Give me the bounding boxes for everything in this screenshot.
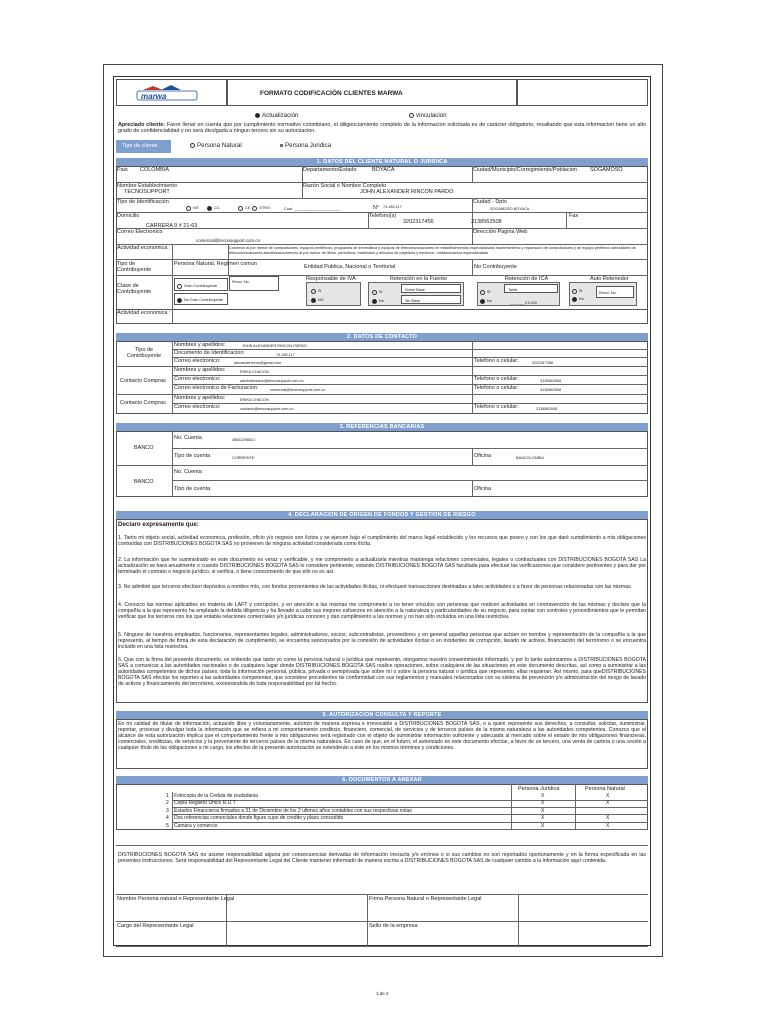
section2-header: 2. DATOS DE CONTACTO xyxy=(116,333,648,341)
no-cuenta-label-2: No. Cuenta xyxy=(174,469,202,475)
correo-label-2: Correo electronico: xyxy=(174,376,221,382)
oficina-value-1[interactable]: BANCOLOMBIA xyxy=(516,456,544,460)
correo-facturacion-value[interactable]: comercial@tecnosupport.com.co xyxy=(270,388,326,392)
telefono-2-contact-value[interactable]: 3138562508 xyxy=(540,379,562,383)
persona-natural-label: Persona Natural xyxy=(197,142,242,150)
tipo-cuenta-label-2: Tipo de cuenta xyxy=(174,486,211,492)
telefono-3-contact-value[interactable]: 3138562508 xyxy=(540,388,562,392)
iva-no-option[interactable]: NO xyxy=(311,297,324,303)
section1-header: 1. DATOS DEL CLIENTE NATURAL O JURIDICA xyxy=(116,158,648,166)
iva-si-option[interactable]: Si xyxy=(311,288,321,294)
telefono-label-1: Telefono o celular: xyxy=(474,358,519,364)
actividad-label: Actividad economica : xyxy=(117,245,171,251)
doc-natural-mark[interactable]: X xyxy=(606,800,610,807)
no-cuenta-value-1[interactable]: 35652298521 xyxy=(232,438,256,442)
documento-label: Documento de Identificacion: xyxy=(174,350,245,356)
nombre-1-value[interactable]: JOHN ALEXANDER RINCON PARDO xyxy=(242,344,307,348)
nombres-label-2: Nombres y apellidos: xyxy=(174,367,226,373)
ret-fuente-no-option[interactable]: No xyxy=(372,298,384,304)
retencion-fuente-label: Retención en la Fuente xyxy=(390,276,447,282)
correo-facturacion-label: Correo electronico de Facturacion: xyxy=(174,385,259,391)
header-empty-box xyxy=(517,79,648,106)
ciudad-dpto-value[interactable]: SOGAMOSO BOYACA xyxy=(490,207,530,211)
sin-base-label: Sin Base xyxy=(405,299,421,303)
nombres-label-3: Nombres y apellidos: xyxy=(174,395,226,401)
autorizacion-text: En mi calidad de titular de información, actuando libre y voluntariamente, autorizo de manera expresa e irrevocable a DISTRIBUCIONES BOGOTA SAS, o a quien represente sus derechos, a consultar, solicitar, suministrar, reportar, procesar y divulgar toda la información que se refiera a mi comportamiento crediticio, financiero, comercial, de servicios y de terceros países de la misma naturaleza a las autoridades competentes. Conozco que el alcance de esta autorización implica que el comportamiento frente a mis obligaciones será registrado con el objeto de suministrar información suficiente y adecuada al mercado sobre el estado de mis obligaciones financieras, comerciales, crediticias, de servicios y la proveniente de terceros países de la misma naturaleza. En caso de que, en el futuro, el autorizado en este documento efectúe, a favor de un tercero, una venta de cartera o una cesión a cualquier título de las obligaciones a mi cargo, los efectos de la presente autorización se extenderán a éste en los mismos términos y condiciones. xyxy=(118,721,646,751)
title-box xyxy=(227,79,517,106)
pais-value[interactable]: COLOMBIA xyxy=(140,167,170,173)
doc-name: Fotocopia de la Cedula de ciudadania xyxy=(174,793,258,799)
doc-number: 2 xyxy=(166,800,169,807)
actualizacion-label: Actualización xyxy=(262,112,299,120)
section5-header: 5. AUTORIZACION CONSULTA Y REPORTE xyxy=(116,711,648,719)
doc-name: Dos referencias comerciales donde figure cupo de credito y plazo concedido xyxy=(174,815,344,822)
persona-juridica-radio[interactable] xyxy=(280,144,283,147)
nombre-3-value[interactable]: ERIKA CHACON xyxy=(240,398,269,402)
contacto-compras-label-2: Contacto Compras xyxy=(120,400,166,406)
contacto-compras-label-1: Contacto Compras xyxy=(120,378,166,384)
doc-number: 1 xyxy=(166,793,169,799)
persona-juridica-label: Persona Juridica xyxy=(285,142,332,149)
tipo-cliente-label: Tipo de cliente xyxy=(122,143,158,149)
fax-label: Fax xyxy=(569,213,579,219)
correo-label: Correo Electronico xyxy=(117,229,163,235)
apreciado-paragraph xyxy=(118,122,646,134)
web-label: Dirección Pagina Web xyxy=(473,229,528,235)
nombre-establecimiento-value[interactable]: TECNOSUPPORT xyxy=(124,189,170,195)
no-gran-contribuyente-option[interactable]: No Gran Contribuyente xyxy=(177,297,223,303)
oficina-label-1: Oficina xyxy=(474,453,492,459)
nombre-representante-label: Nombre Persona natural o Representante Legal xyxy=(117,896,235,902)
disclaimer-note: DISTRIBUCIONES BOGOTA SAS no asume responsabilidad alguna por consecuencias derivadas de información inexacta y/o errónea o si sus cambios no son reportados oportunamente y en la forma especificada en las presentes instrucciones. Será responsabilidad del Representante Legal del Cliente mantener informado de manera escrita a DISTRIBUCIONES BOGOTA SAS de cualquier cambio a la información aquí contenida. xyxy=(118,852,646,864)
telefono-1-value[interactable]: 3202317456 xyxy=(403,219,434,225)
auto-ret-no-option[interactable]: No xyxy=(572,296,584,302)
doc-juridica-mark[interactable]: X xyxy=(541,815,545,822)
tipo-cuenta-value-1[interactable]: CORRIENTE xyxy=(232,456,255,460)
page-number: 1 de 2 xyxy=(376,991,389,996)
sobre-base-label: Sobre Base xyxy=(405,288,425,292)
col-persona-natural: Persona Natural xyxy=(585,786,625,792)
actualizacion-option[interactable] xyxy=(255,113,298,119)
correo-3-value[interactable]: contacto@tecnosupport.com.co xyxy=(240,407,294,411)
declaracion-p1: 1. Tanto mi objeto social, actividad economica, profesión, oficio y/o negocio son lícitos y se ejercen bajo el cumplimiento del marco legal establecido y los recursos que poseo y con los que daré cumplimiento a mis obligaciones contraídas con DISTRIBUCIONES BOGOTA SAS no provienen de ninguna actividad considerada como ilícita. xyxy=(118,535,646,547)
ciudad-label: Ciudad/Municipio/Corregimiento/Poblacion xyxy=(473,167,577,173)
nombre-2-value[interactable]: ERIKA CHACON xyxy=(240,370,269,374)
pais-label: Pais xyxy=(117,167,128,173)
no-contribuyente-label: No Contribuyente xyxy=(474,264,517,270)
ret-fuente-si-option[interactable]: Si xyxy=(372,289,382,295)
banco-label-1: BANCO xyxy=(134,445,154,451)
responsable-iva-label: Responsable de IVA xyxy=(306,276,356,282)
section6-header: 6. DOCUMENTOS A ANEXAR xyxy=(116,776,648,784)
vinculacion-label: vinculacion xyxy=(416,112,447,120)
id-opt-cc[interactable]: CC xyxy=(207,205,219,211)
numero-label: N° xyxy=(373,205,380,211)
logo-text: marwa xyxy=(141,92,167,101)
oficina-label-2: Oficina xyxy=(474,486,492,492)
correo-label-3: Correo electronico: xyxy=(174,404,221,410)
doc-number: 5 xyxy=(166,822,169,829)
ciudad-value[interactable]: SOGAMOSO xyxy=(590,167,623,173)
doc-name: Estados Financieros firmados a 31 de Diciembre de los 2 ultimos años contables con sus respectivas notas xyxy=(174,807,412,814)
resol-label-1: Resol. No. xyxy=(232,280,250,284)
actividad-value[interactable]: Comercio al por menor de computadores, equipos periféricos, programas de informática y equipos de telecomunicaciones en establecimientos especializados mantenimiento y reparacion de computadores y de equipo periferico actividades de telecomunicaciones alambricas/comercio al por menor de libros, periodicos, materiales y articulos de papeleria y escritorio, metalmecanica especializadas xyxy=(229,246,636,255)
domicilio-label: Domicilio xyxy=(117,213,140,219)
persona-natural-radio[interactable] xyxy=(190,143,195,148)
doc-number: 3 xyxy=(166,807,169,814)
correo-label-1: Correo electronico: xyxy=(174,358,221,364)
tarifa-label: Tarifa xyxy=(508,288,518,292)
entidad-publica-label: Entidad Publica, Nacional o Territorial xyxy=(304,264,396,270)
firma-representante-label: Firma Persona Natural o Representante Legal xyxy=(369,896,482,902)
telefono-4-contact-value[interactable]: 3138562508 xyxy=(536,407,558,411)
id-opt-ce[interactable]: CE xyxy=(238,205,250,211)
declaracion-p5: 5. Ninguno de nuestros empleados, funcionarios, representantes legales, administradores, socios, subcontratistas, proveedores y en general aquellas personas que actúen en nombre y representación de la compañía a la que represento, al tiempo de firma de esta declaración de cumplimiento, se encuentra sancionados por la comisión de actividades ilícitas o en incidentes de corrupción, lavado de activos, financiación del terrorismo o se encuentra incluido en una lista restrictiva. xyxy=(118,632,646,650)
banco-label-2: BANCO xyxy=(134,479,154,485)
domicilio-value[interactable]: CARRERA 9 # 21-63 xyxy=(146,223,198,229)
sello-empresa-label: Sello de la empresa xyxy=(369,923,418,929)
doc-natural-mark[interactable]: X xyxy=(606,815,610,822)
doc-name: Camara y comercio xyxy=(174,822,218,829)
cual-field[interactable]: Cual: ______________________ xyxy=(284,207,341,211)
doc-juridica-mark[interactable]: X xyxy=(541,807,545,814)
tipo-cuenta-label-1: Tipo de cuenta xyxy=(174,453,211,459)
nombres-label-1: Nombres y apellidos: xyxy=(174,342,226,348)
cargo-representante-label: Cargo del Representante Legal xyxy=(117,923,194,929)
telefono-2-value[interactable]: 3138562508 xyxy=(471,219,502,225)
nombre-establecimiento-label: Nombre Establecimiento xyxy=(117,183,177,189)
col-persona-juridica: Persona Jurídica xyxy=(518,786,560,792)
resol-label-2: Resol. No. xyxy=(599,291,617,295)
correo-value[interactable]: comercial@tecnosupport.com.co xyxy=(196,238,261,243)
persona-natural-option[interactable] xyxy=(190,143,242,149)
id-opt-nit[interactable]: NIT xyxy=(186,205,199,211)
telefono-label: Telefono(s) xyxy=(369,213,397,219)
tipo-contribuyente-label: Tipo de Contribuyente xyxy=(117,261,152,273)
no-cuenta-label-1: No. Cuenta xyxy=(174,435,202,441)
ret-ica-no-option[interactable]: No xyxy=(480,298,492,304)
ciudad-dpto-label: Ciudad - Dpto xyxy=(473,199,507,205)
auto-ret-si-option[interactable]: Si xyxy=(572,288,582,294)
telefono-label-4: Telefono o celular: xyxy=(474,404,519,410)
x1000-field[interactable]: _______X1.000 xyxy=(510,301,537,305)
id-opt-otro[interactable]: OTRO xyxy=(252,205,270,211)
clase-contribuyente-label: Clase de Contribuyente xyxy=(117,283,152,295)
correo-1-value[interactable]: alexandertecno@gmail.com xyxy=(234,361,282,365)
declaracion-p2: 2. La información que he suministrado en este documento es veraz y verificable, y me comprometo a actualizarla mientras mantenga relaciones comerciales, legales o contractuales con DISTRIBUCIONES BOGOTA SAS La actualización se hará anualmente o cuando DISTRIBUCIONES BOGOTA SAS lo considere pertinente, estando DISTRIBUCIONES BOGOTA SAS facultada para efectuar las verificaciones que considere pertinentes y para dar por terminado el contrato o negocio jurídico, si verifica, o tiene conocimiento de que ello no es así. xyxy=(118,557,646,575)
vinculacion-radio[interactable] xyxy=(409,113,414,118)
telefono-label-2: Telefono o celular: xyxy=(474,376,519,382)
retencion-ica-label: Retención de ICA xyxy=(505,276,549,282)
departamento-value[interactable]: BOYACA xyxy=(372,167,395,173)
declaracion-p3: 3. No admitiré que terceros efectúen depósitos a nombre mío, con fondos provenientes de las actividades ilícitas, ni efectuaré transacciones destinadas a tales actividades o a favor de personas relacionadas con las mismas. xyxy=(118,584,633,590)
apreciado-label: Apreciado cliente: xyxy=(118,122,166,128)
section4-header: 4. DECLARACION DE ORIGEN DE FONDOS Y GESTION DE RIESGO xyxy=(116,511,648,519)
documento-value[interactable]: 74.185.117 xyxy=(276,353,295,357)
gran-contribuyente-option[interactable]: Gran Contribuyente xyxy=(177,283,217,289)
doc-juridica-mark[interactable]: X xyxy=(541,822,545,829)
vinculacion-option[interactable] xyxy=(409,113,447,119)
doc-juridica-mark[interactable]: X xyxy=(541,793,545,799)
doc-juridica-mark[interactable]: X xyxy=(541,800,545,807)
ret-ica-si-option[interactable]: Si xyxy=(480,289,490,295)
section3-header: 3. REFERENCIAS BANCARIAS xyxy=(116,423,648,431)
doc-number: 4 xyxy=(166,815,169,822)
departamento-label: Departamento/Estado xyxy=(303,167,357,173)
doc-name: Copia Registro Unico R.U.T xyxy=(174,800,236,807)
form-title: FORMATO CODIFICACIÓN CLIENTES MARWA xyxy=(260,90,403,97)
actividad-2-label: Actividad economica : xyxy=(117,310,171,316)
actualizacion-radio[interactable] xyxy=(255,113,260,118)
persona-juridica-option[interactable] xyxy=(280,143,331,149)
telefono-label-3: Telefono o celular: xyxy=(474,385,519,391)
correo-2-value[interactable]: administracion@tecnosupport.com.co xyxy=(240,379,304,383)
doc-natural-mark[interactable]: X xyxy=(606,822,610,829)
tipo-contribuyente-value[interactable]: Persona Natural, Regimen comun xyxy=(174,261,257,267)
actividad-2-row xyxy=(116,309,648,324)
doc-natural-mark[interactable]: X xyxy=(606,793,610,799)
razon-social-value[interactable]: JOHN ALEXANDER RINCON PARDO xyxy=(360,189,454,195)
auto-retenedor-label: Auto Retenedor xyxy=(590,276,629,282)
telefono-1-contact-value[interactable]: 3202317456 xyxy=(532,361,554,365)
tipo-cliente-label-box xyxy=(116,140,171,153)
declaro-heading: Declaro expresamente que: xyxy=(118,521,199,528)
apreciado-text: Favor llenar en cuenta que por cumplimiento normativo colombiano, el diligenciamiento completo de la informacion solicitada es de carácter obligatorio, resaltando que esta informacion tiene un alto grado de confidencialidad y no será divulgada a ningun tercero sin su autorizacion. xyxy=(118,122,647,134)
numero-value[interactable]: 74.185.117 xyxy=(383,205,402,209)
declaracion-p4: 4. Conozco las normas aplicables en materia de LAFT y corrupción, y en atención a las mismas me comprometo a no tener vínculos con personas que realicen actividades en contravención de las mismas y declaro que la compañía a la que represento ha empleado la debida diligencia y ha llevado a cabo sus mejores esfuerzos en atención a la naturaleza y particularidades de su negocio, para contar con controles y procedimientos que le permitan verificar que los terceros con los que entabla relaciones comerciales y/o jurídicas conocen y dan cumplimiento a las normas y no han sido incluidos en una lista restrictiva. xyxy=(118,602,646,620)
declaracion-p6: 6. Que con la firma del presente documento, se entiende que tanto yo como la persona natural o jurídica que represento, otorgamos nuestro consentimiento informado, y por lo tanto autorizamos a DISTRIBUCIONES BOGOTA SAS a comunicar a las autoridades nacionales o de cualquiera lugar donde DISTRIBUCIONES BOGOTA SAS realice operaciones, sobre cualquiera de las situaciones en este documento descritas, así como a suministrar a las autoridades competentes de dichos países, toda la información personal, pública, privada o semiprivada que sobre mí o sobre la persona natural o jurídica que represento, ellas requieran. Así mismo, para queDISTRIBUCIONES BOGOTA SAS efectúe los reportes a las autoridades competentes, que considere procedentes de conformidad con sus reglamentos y manuales relacionados con su sistema de prevención y/o administración del riesgo de lavado de activos y financiamiento del terrorismo, exonerándola de toda responsabilidad por tal hecho. xyxy=(118,657,646,687)
tipo-identificacion-label: Tipo de Identificación xyxy=(117,199,169,205)
logo-box xyxy=(116,79,227,106)
razon-social-label: Razón Social o Nombre Completo xyxy=(303,183,387,189)
contacto-tipo-contribuyente-label: Tipo de Contribuyente xyxy=(126,347,162,359)
